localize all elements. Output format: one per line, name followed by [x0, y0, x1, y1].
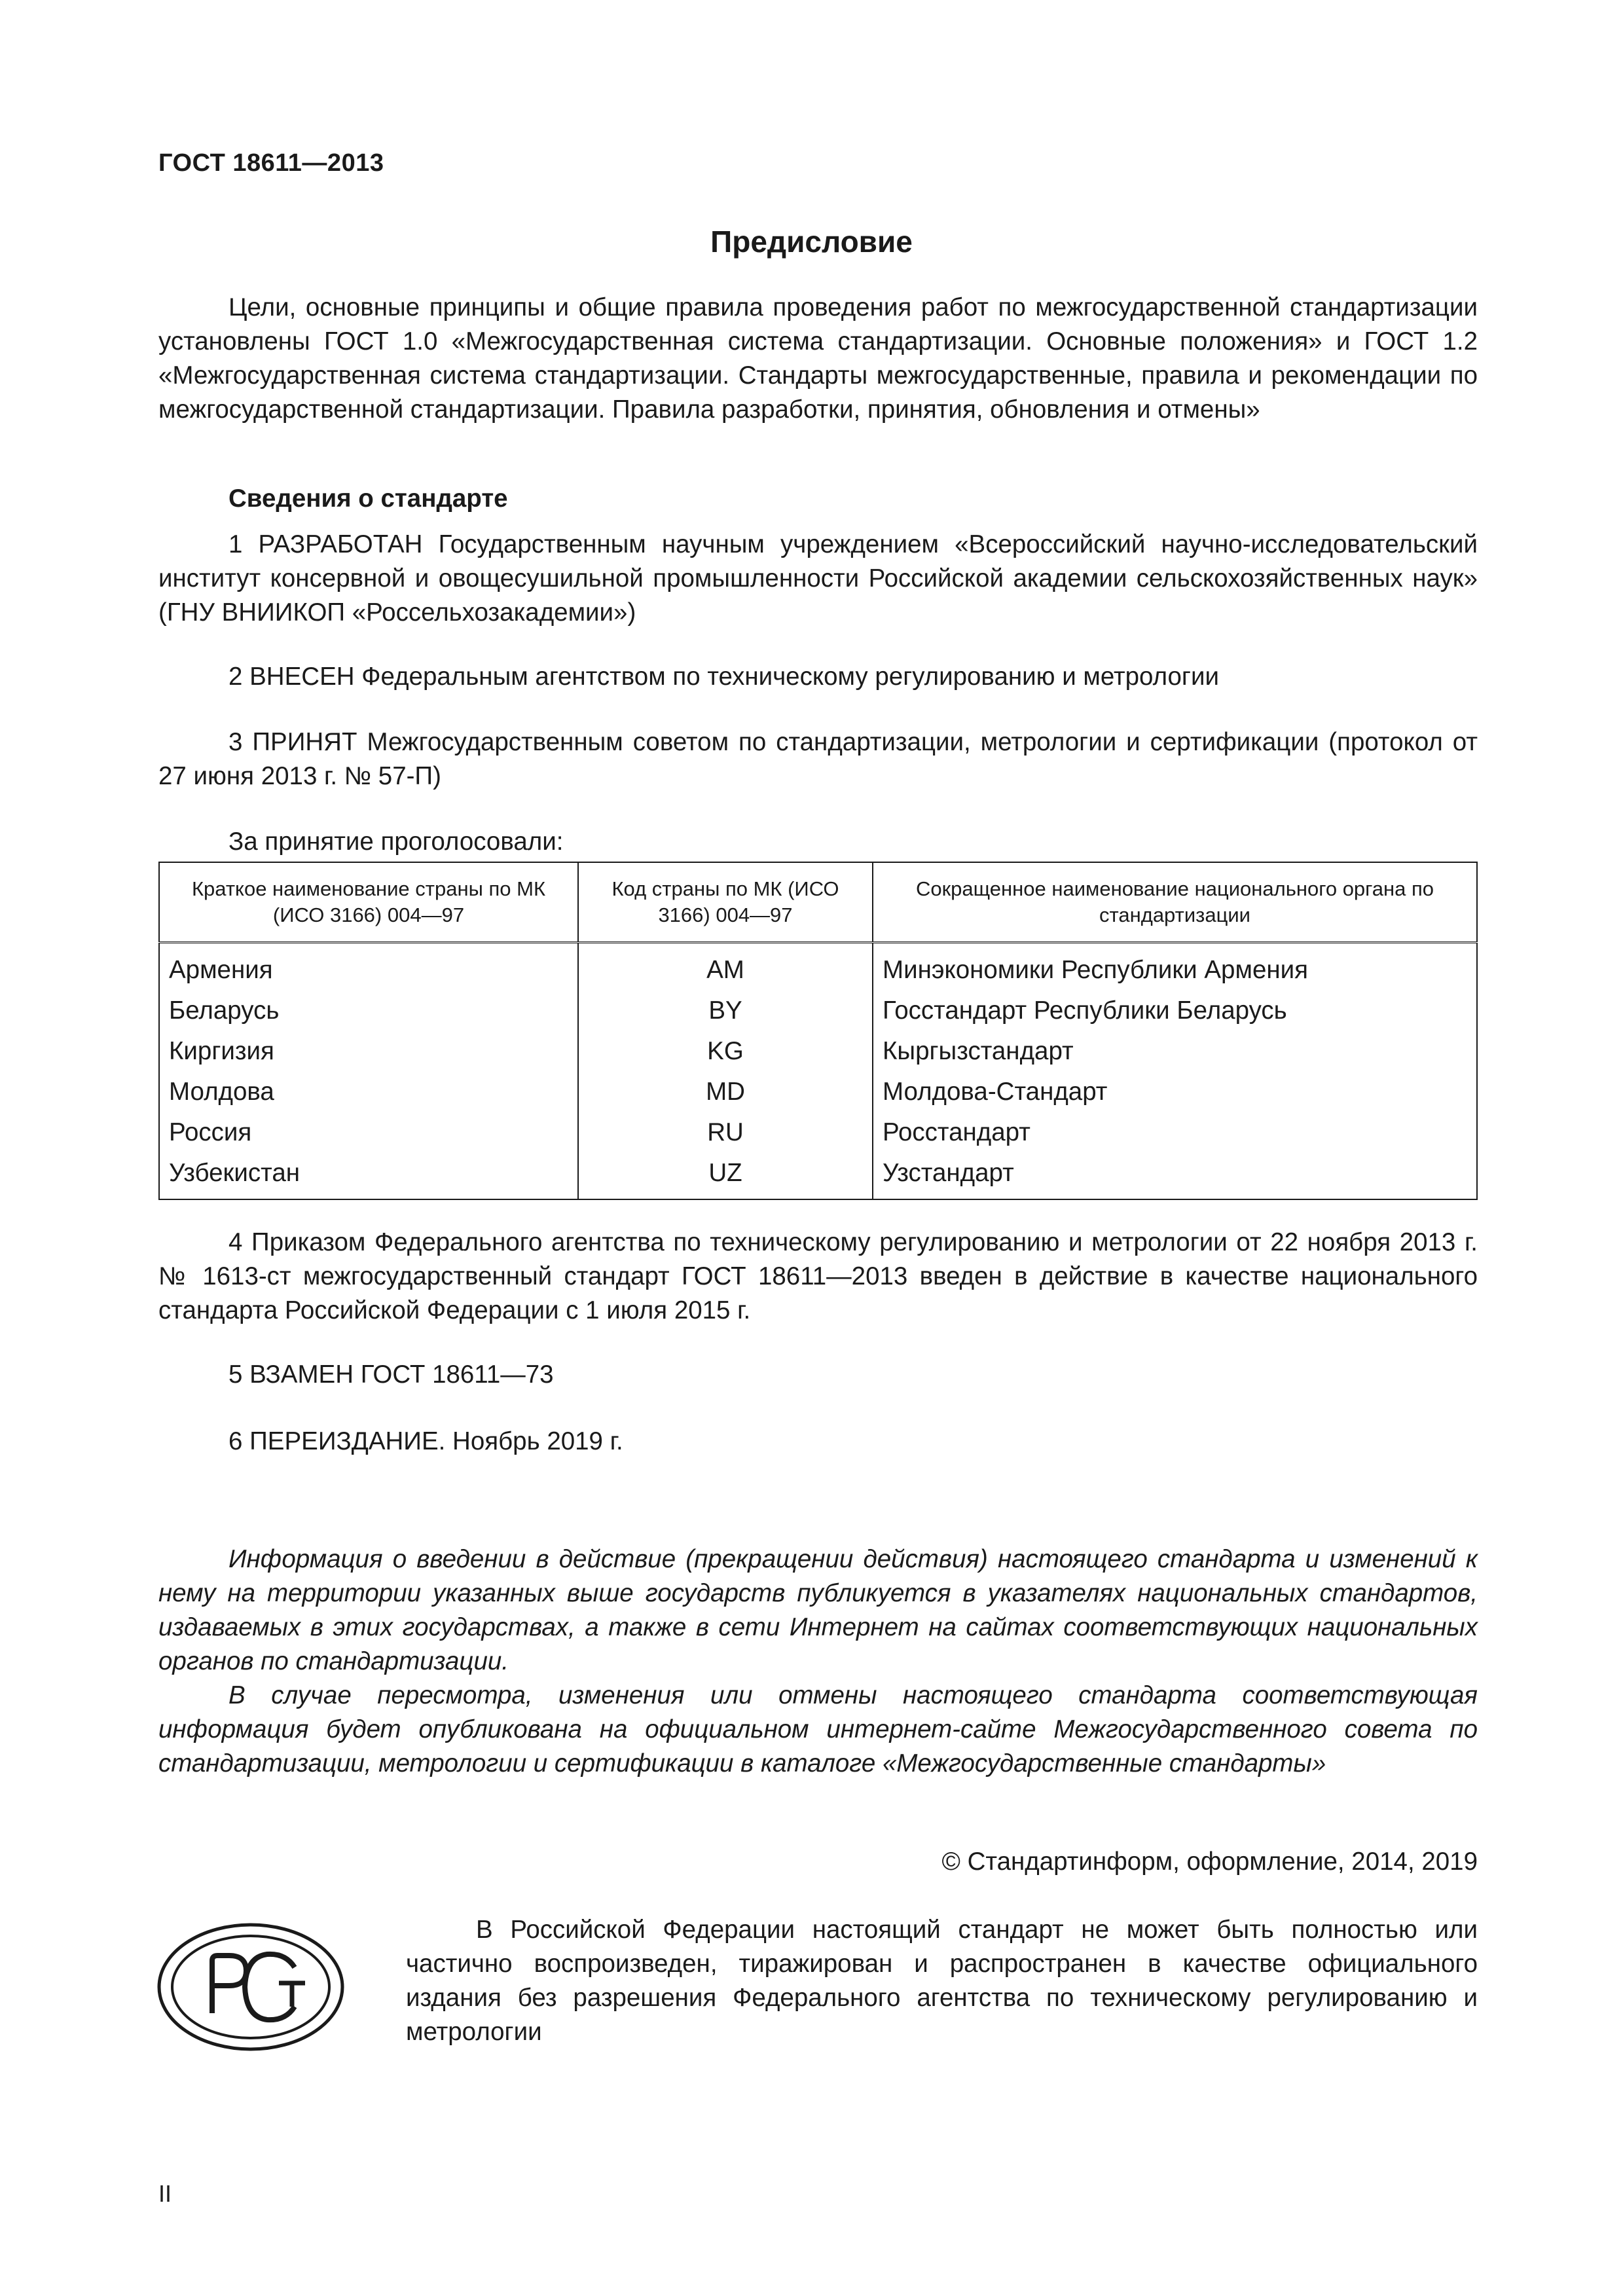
item-reissue — [158, 1425, 1478, 1459]
table-row — [159, 1072, 1477, 1112]
vote-label: За принятие проголосовали: — [228, 828, 564, 856]
country-cell: Россия — [159, 1112, 578, 1153]
body-cell: Кыргызстандарт — [873, 1031, 1477, 1072]
copyright-notice — [406, 1913, 1478, 2049]
info-paragraph-1: Информация о введении в действие (прекращении действия) настоящего стандарта и изменений к нему на территории указанных выше государств публикуется в указателях национальных стандартов, издаваемых в этих государствах, а также в сети Интернет на сайтах соответствующих национальных органов по стандартизации. — [158, 1545, 1478, 1675]
country-cell: Молдова — [159, 1072, 578, 1112]
item-2-text: 2 ВНЕСЕН Федеральным агентством по техническому регулированию и метрологии — [228, 663, 1219, 691]
page-title: Предисловие — [710, 225, 913, 259]
item-1-text: 1 РАЗРАБОТАН Государственным научным учреждением «Всероссийский научно-исследовательский институт консервной и овощесушильной промышленности Российской академии сельскохозяйственных наук» (ГНУ ВНИИКОП «Россельхозакадемии») — [158, 530, 1478, 627]
body-cell: Госстандарт Республики Беларусь — [873, 991, 1477, 1031]
country-cell: Киргизия — [159, 1031, 578, 1072]
intro-paragraph: Цели, основные принципы и общие правила проведения работ по межгосударственной стандартизации установлены ГОСТ 1.0 «Межгосударственная система стандартизации. Основные положения» и ГОСТ 1.2 «Межгосударственная система стандартизации. Стандарты межгосударственные, правила и рекомендации по межгосударственной стандартизации. Правила разработки, принятия, обновления и отмены» — [158, 293, 1478, 424]
body-cell: Узстандарт — [873, 1153, 1477, 1199]
item-replaces — [158, 1358, 1478, 1392]
section-heading: Сведения о стандарте — [228, 484, 508, 513]
item-4-text: 4 Приказом Федерального агентства по техническому регулированию и метрологии от 22 ноября 2013 г. № 1613-ст межгосударственный стандарт ГОСТ 18611—2013 введен в действие в качестве национального стандарта Российской Федерации с 1 июля 2015 г. — [158, 1228, 1478, 1324]
column-header-country: Краткое наименование страны по МК (ИСО 3166) 004—97 — [159, 862, 578, 943]
table-row — [159, 1031, 1477, 1072]
code-cell: AM — [578, 943, 873, 991]
column-header-body: Сокращенное наименование национального органа по стандартизации — [873, 862, 1477, 943]
table-row — [159, 991, 1477, 1031]
country-cell: Узбекистан — [159, 1153, 578, 1199]
body-cell: Минэкономики Республики Армения — [873, 943, 1477, 991]
intro-section — [158, 291, 1478, 427]
item-enacted — [158, 1226, 1478, 1328]
item-submitted — [158, 660, 1478, 694]
item-6-text: 6 ПЕРЕИЗДАНИЕ. Ноябрь 2019 г. — [228, 1427, 623, 1455]
table-row — [159, 943, 1477, 991]
column-header-code: Код страны по МК (ИСО 3166) 004—97 — [578, 862, 873, 943]
table-row — [159, 1153, 1477, 1199]
item-3-text: 3 ПРИНЯТ Межгосударственным советом по стандартизации, метрологии и сертификации (протокол от 27 июня 2013 г. № 57-П) — [158, 728, 1478, 790]
notice-text: В Российской Федерации настоящий стандарт не может быть полностью или частично воспроизведен, тиражирован и распространен в качестве официального издания без разрешения Федерального агентства по техническому регулированию и метрологии — [406, 1916, 1478, 2046]
vote-label-block — [158, 825, 1478, 859]
table-row — [159, 1112, 1477, 1153]
copyright-line: © Стандартинформ, оформление, 2014, 2019 — [941, 1848, 1478, 1876]
item-developed — [158, 528, 1478, 630]
item-adopted — [158, 725, 1478, 793]
standard-info-section — [158, 482, 1478, 516]
code-cell: UZ — [578, 1153, 873, 1199]
code-cell: MD — [578, 1072, 873, 1112]
code-cell: KG — [578, 1031, 873, 1072]
body-cell: Молдова-Стандарт — [873, 1072, 1477, 1112]
code-cell: RU — [578, 1112, 873, 1153]
table-header-row — [159, 862, 1477, 943]
voting-table — [158, 862, 1478, 1200]
item-5-text: 5 ВЗАМЕН ГОСТ 18611—73 — [228, 1360, 554, 1389]
country-cell: Беларусь — [159, 991, 578, 1031]
country-cell: Армения — [159, 943, 578, 991]
document-header: ГОСТ 18611—2013 — [158, 149, 384, 177]
code-cell: BY — [578, 991, 873, 1031]
info-notice — [158, 1542, 1478, 1781]
info-paragraph-2: В случае пересмотра, изменения или отмены настоящего стандарта соответствующая информация будет опубликована на официальном интернет-сайте Межгосударственного совета по стандартизации, метрологии и сертификации в каталоге «Межгосударственные стандарты» — [158, 1681, 1478, 1777]
rst-logo-icon — [156, 1922, 346, 2052]
body-cell: Росстандарт — [873, 1112, 1477, 1153]
page-number: II — [158, 2180, 172, 2207]
